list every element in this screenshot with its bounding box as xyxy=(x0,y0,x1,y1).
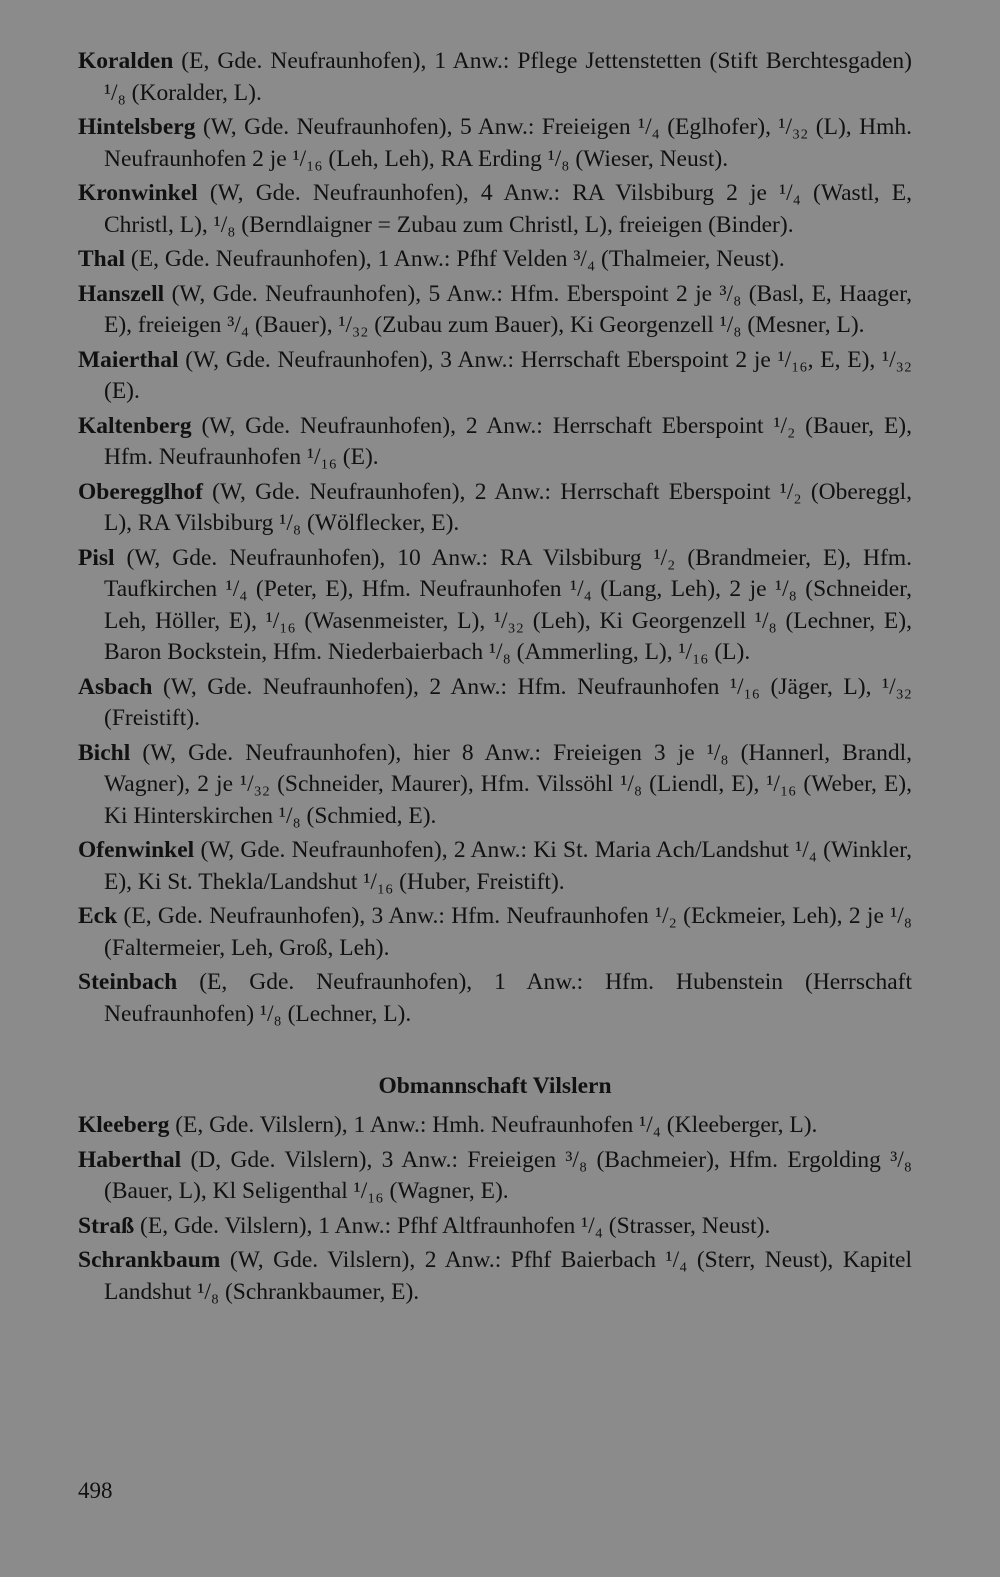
entry-text: (E, Gde. Neufraunhofen), 3 Anw.: Hfm. Neufraunhofen ¹/₂ (Eckmeier, Leh), 2 je ¹/₈ (Faltermeier, Leh, Groß, Leh). xyxy=(104,903,912,961)
entry-name: Haberthal xyxy=(78,1146,182,1173)
entry-schrankbaum xyxy=(78,1245,912,1308)
entry-obereggelhof xyxy=(78,477,912,540)
entry-name: Kaltenberg xyxy=(78,412,192,439)
page-number: 498 xyxy=(78,1478,113,1503)
entry-text: (W, Gde. Neufraunhofen), 3 Anw.: Herrschaft Eberspoint 2 je ¹/₁₆, E, E), ¹/₃₂ (E). xyxy=(104,346,912,404)
entry-name: Ofenwinkel xyxy=(78,837,195,863)
entry-name: Pisl xyxy=(78,544,115,571)
entry-name: Steinbach xyxy=(78,969,178,995)
entry-kaltenberg xyxy=(78,411,912,474)
entry-text: (W, Gde. Vilslern), 2 Anw.: Pfhf Baierbach ¹/₄ (Sterr, Neust), Kapitel Landshut ¹/₈ (Schrankbaumer, E). xyxy=(104,1247,912,1305)
entry-name: Asbach xyxy=(78,673,153,700)
entry-pisl xyxy=(78,543,912,669)
entry-steinbach xyxy=(78,967,912,1030)
entry-text: (E, Gde. Vilslern), 1 Anw.: Hmh. Neufraunhofen ¹/₄ (Kleeberger, L). xyxy=(169,1112,818,1138)
entry-ofenwinkel xyxy=(78,835,912,898)
entry-kleeberg xyxy=(78,1110,912,1142)
entry-maierthal xyxy=(78,345,912,408)
entry-text: (E, Gde. Neufraunhofen), 1 Anw.: Pfhf Velden ³/₄ (Thalmeier, Neust). xyxy=(125,246,785,272)
entry-name: Hintelsberg xyxy=(78,114,196,140)
entry-name: Schrankbaum xyxy=(78,1247,221,1273)
entry-name: Straß xyxy=(78,1212,135,1239)
entry-name: Oberegglhof xyxy=(78,478,203,505)
entry-koralden xyxy=(78,46,912,109)
entry-haberthal xyxy=(78,1145,912,1208)
entry-name: Koralden xyxy=(78,48,174,74)
entry-name: Thal xyxy=(78,246,126,272)
entry-asbach xyxy=(78,672,912,735)
entry-name: Kronwinkel xyxy=(78,180,198,206)
entry-eck xyxy=(78,901,912,964)
entry-text: (W, Gde. Neufraunhofen), hier 8 Anw.: Freieigen 3 je ¹/₈ (Hannerl, Brandl, Wagner), 2 je ¹/₃₂ (Schneider, Maurer), Hfm. Vilssöhl ¹/₈ (Liendl, E), ¹/₁₆ (Weber, E), Ki Hinterskirchen ¹/₈ (Schmied, E). xyxy=(104,739,912,829)
entry-text: (W, Gde. Neufraunhofen), 5 Anw.: Hfm. Eberspoint 2 je ³/₈ (Basl, E, Haager, E), freieigen ³/₄ (Bauer), ¹/₃₂ (Zubau zum Bauer), Ki Georgenzell ¹/₈ (Mesner, L). xyxy=(104,280,912,338)
entry-text: (W, Gde. Neufraunhofen), 10 Anw.: RA Vilsbiburg ¹/₂ (Brandmeier, E), Hfm. Taufkirchen ¹/₄ (Peter, E), Hfm. Neufraunhofen ¹/₄ (Lang, Leh), 2 je ¹/₈ (Schneider, Leh, Höller, E), ¹/₁₆ (Wasenmeister, L), ¹/₃₂ (Leh), Ki Georgenzell ¹/₈ (Lechner, E), Baron Bockstein, Hfm. Niederbaierbach ¹/₈ (Ammerling, L), ¹/₁₆ (L). xyxy=(104,544,912,665)
entry-text: (E, Gde. Neufraunhofen), 1 Anw.: Hfm. Hubenstein (Herrschaft Neufraunhofen) ¹/₈ (Lechner, L). xyxy=(104,969,912,1027)
entry-name: Eck xyxy=(78,903,118,929)
entry-name: Hanszell xyxy=(78,280,165,307)
entry-text: (D, Gde. Vilslern), 3 Anw.: Freieigen ³/₈ (Bachmeier), Hfm. Ergolding ³/₈ (Bauer, L), Kl Seligenthal ¹/₁₆ (Wagner, E). xyxy=(104,1146,912,1204)
entry-strass xyxy=(78,1211,912,1243)
entry-name: Bichl xyxy=(78,739,131,766)
entry-name: Maierthal xyxy=(78,346,179,373)
entry-text: (W, Gde. Neufraunhofen), 2 Anw.: Herrschaft Eberspoint ¹/₂ (Bauer, E), Hfm. Neufraunhofen ¹/₁₆ (E). xyxy=(104,412,912,470)
entry-kronwinkel xyxy=(78,178,912,241)
entry-text: (W, Gde. Neufraunhofen), 2 Anw.: Ki St. Maria Ach/Landshut ¹/₄ (Winkler, E), Ki St. Thekla/Landshut ¹/₁₆ (Huber, Freistift). xyxy=(104,837,912,895)
entry-text: (W, Gde. Neufraunhofen), 5 Anw.: Freieigen ¹/₄ (Eglhofer), ¹/₃₂ (L), Hmh. Neufraunhofen 2 je ¹/₁₆ (Leh, Leh), RA Erding ¹/₈ (Wieser, Neust). xyxy=(104,114,912,172)
entry-name: Kleeberg xyxy=(78,1112,170,1138)
entry-bichl xyxy=(78,738,912,833)
entry-text: (E, Gde. Neufraunhofen), 1 Anw.: Pflege Jettenstetten (Stift Berchtesgaden) ¹/₈ (Koralder, L). xyxy=(104,48,912,106)
entry-thal xyxy=(78,244,912,276)
entry-text: (E, Gde. Vilslern), 1 Anw.: Pfhf Altfraunhofen ¹/₄ (Strasser, Neust). xyxy=(134,1212,771,1239)
entry-hintelsberg xyxy=(78,112,912,175)
entry-text: (W, Gde. Neufraunhofen), 2 Anw.: Hfm. Neufraunhofen ¹/₁₆ (Jäger, L), ¹/₃₂ (Freistift). xyxy=(104,673,912,731)
entry-text: (W, Gde. Neufraunhofen), 4 Anw.: RA Vilsbiburg 2 je ¹/₄ (Wastl, E, Christl, L), ¹/₈ (Berndlaigner = Zubau zum Christl, L), freieigen (Binder). xyxy=(104,180,912,238)
section-heading: Obmannschaft Vilslern xyxy=(378,1073,612,1099)
entry-hanszell xyxy=(78,279,912,342)
entry-text: (W, Gde. Neufraunhofen), 2 Anw.: Herrschaft Eberspoint ¹/₂ (Obereggl, L), RA Vilsbiburg ¹/₈ (Wölflecker, E). xyxy=(104,478,912,536)
